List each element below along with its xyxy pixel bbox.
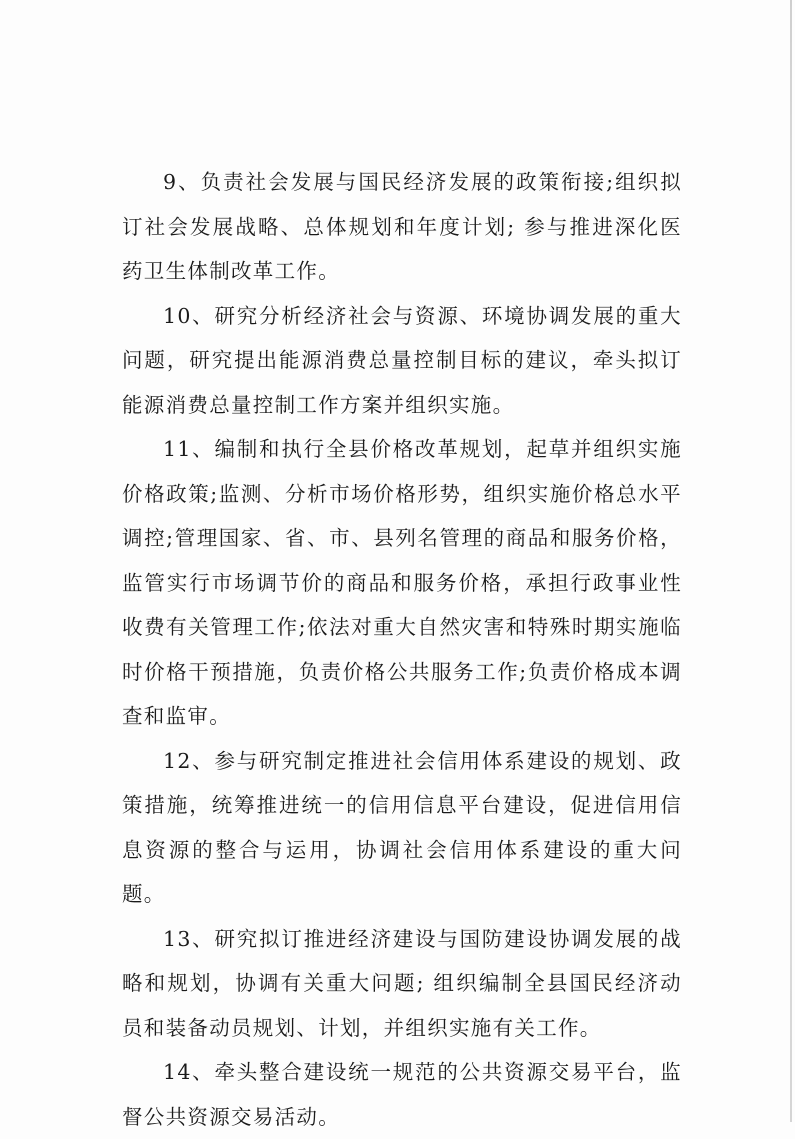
paragraph-13: 13、研究拟订推进经济建设与国防建设协调发展的战略和规划，协调有关重大问题; 组织编制全县国民经济动员和装备动员规划、计划，并组织实施有关工作。: [122, 926, 682, 1040]
scan-edge: [790, 0, 792, 1122]
paragraph-12: 12、参与研究制定推进社会信用体系建设的规划、政策措施，统筹推进统一的信用信息平台建设，促进信用信息资源的整合与运用，协调社会信用体系建设的重大问题。: [122, 748, 682, 906]
paragraph-11: 11、编制和执行全县价格改革规划，起草并组织实施价格政策;监测、分析市场价格形势，组织实施价格总水平调控;管理国家、省、市、县列名管理的商品和服务价格，监管实行市场调节价的商品和服务价格，承担行政事业性收费有关管理工作;依法对重大自然灾害和特殊时期实施临时价格干预措施，负责价格公共服务工作;负责价格成本调查和监审。: [122, 437, 682, 728]
paragraph-14: 14、牵头整合建设统一规范的公共资源交易平台，监督公共资源交易活动。: [122, 1060, 682, 1129]
paragraph-10: 10、研究分析经济社会与资源、环境协调发展的重大问题，研究提出能源消费总量控制目标的建议，牵头拟订能源消费总量控制工作方案并组织实施。: [122, 303, 682, 417]
document-body: [122, 160, 682, 1139]
paragraph-9: 9、负责社会发展与国民经济发展的政策衔接;组织拟订社会发展战略、总体规划和年度计划; 参与推进深化医药卫生体制改革工作。: [122, 170, 682, 283]
